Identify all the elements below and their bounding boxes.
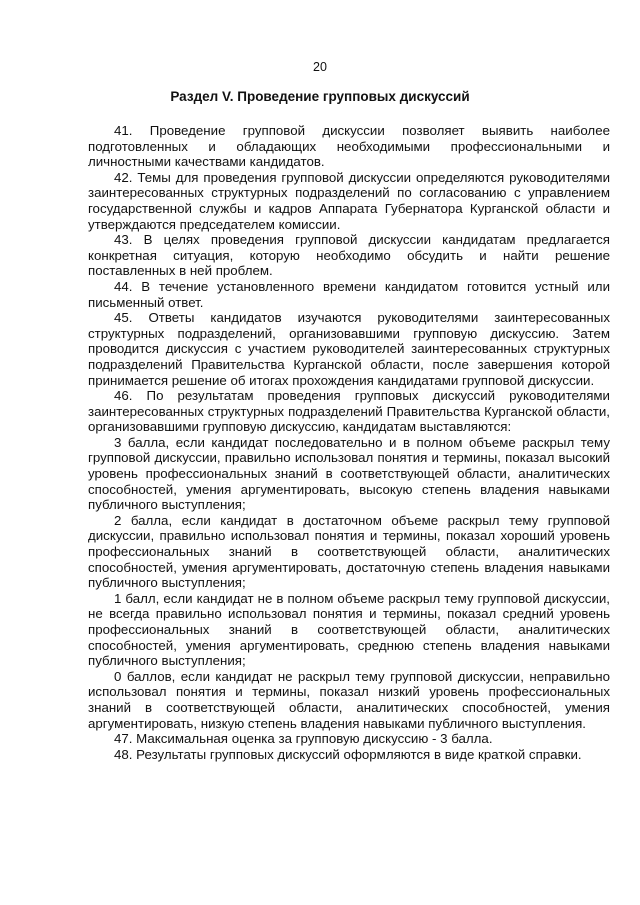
paragraph-42: 42. Темы для проведения групповой дискуссии определяются руководителями заинтересованных структурных подразделений по согласованию с управлением государственной службы и кадров Аппарата Губернатора Курганской области и утверждаются председателем комиссии. bbox=[88, 169, 610, 232]
score-3-paragraph: 3 балла, если кандидат последовательно и в полном объеме раскрыл тему групповой дискуссии, правильно использовал понятия и термины, показал высокий уровень профессиональных знаний в соответствующей области, аналитических способностей, умения аргументировать, высокую степень владения навыками публичного выступления; bbox=[88, 434, 610, 513]
section-title: Раздел V. Проведение групповых дискуссий bbox=[170, 89, 470, 104]
paragraph-46: 46. По результатам проведения групповых дискуссий руководителями заинтересованных структурных подразделений Правительства Курганской области, организовавшими групповую дискуссию, кандидатам выставляются: bbox=[88, 388, 610, 435]
document-body bbox=[88, 123, 610, 762]
paragraph-44: 44. В течение установленного времени кандидатом готовится устный или письменный ответ. bbox=[88, 278, 610, 310]
score-1-paragraph: 1 балл, если кандидат не в полном объеме раскрыл тему групповой дискуссии, не всегда правильно использовал понятия и термины, показал средний уровень профессиональных знаний в соответствующей области, аналитических способностей, умения аргументировать, среднюю степень владения навыками публичного выступления; bbox=[88, 590, 610, 669]
paragraph-43: 43. В целях проведения групповой дискуссии кандидатам предлагается конкретная ситуация, которую необходимо обсудить и найти решение поставленных в ней проблем. bbox=[88, 232, 610, 279]
paragraph-45: 45. Ответы кандидатов изучаются руководителями заинтересованных структурных подразделений, организовавшими групповую дискуссию. Затем проводится дискуссия с участием руководителей заинтересованных структурных подразделений Правительства Курганской области, после завершения которой принимается решение об итогах прохождения кандидатами групповой дискуссии. bbox=[88, 310, 610, 388]
paragraph-47: 47. Максимальная оценка за групповую дискуссию - 3 балла. bbox=[114, 731, 493, 747]
page-number: 20 bbox=[313, 60, 327, 74]
paragraph-41: 41. Проведение групповой дискуссии позволяет выявить наиболее подготовленных и обладающих необходимыми профессиональными и личностными качествами кандидатов. bbox=[88, 123, 610, 170]
paragraph-48: 48. Результаты групповых дискуссий оформляются в виде краткой справки. bbox=[114, 746, 582, 762]
score-0-paragraph: 0 баллов, если кандидат не раскрыл тему групповой дискуссии, неправильно использовал понятия и термины, показал низкий уровень профессиональных знаний в соответствующей области, аналитических способностей, умения аргументировать, низкую степень владения навыками публичного выступления. bbox=[88, 668, 610, 731]
score-2-paragraph: 2 балла, если кандидат в достаточном объеме раскрыл тему групповой дискуссии, правильно использовал понятия и термины, показал хороший уровень профессиональных знаний в соответствующей области, аналитических способностей, умения аргументировать, достаточную степень владения навыками публичного выступления; bbox=[88, 512, 610, 591]
